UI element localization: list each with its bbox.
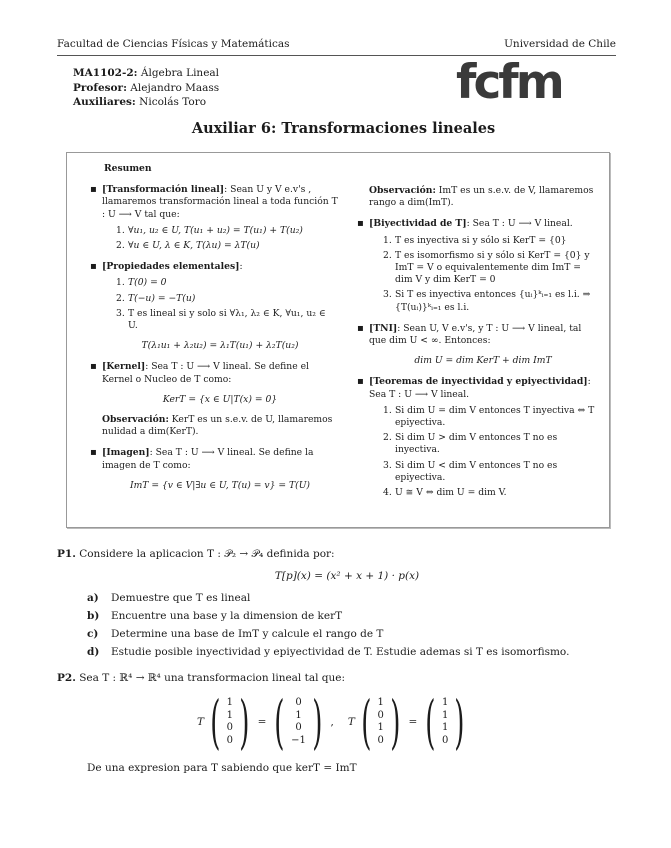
fcfm-logo-text: fcfm xyxy=(456,55,562,110)
p1-label: P1. xyxy=(57,548,76,560)
p2-text: Sea T : ℝ⁴ → ℝ⁴ una transformacion lineal tal que: xyxy=(79,672,346,684)
teo-label: [Teoremas de inyectividad y epiyectividad] xyxy=(369,376,588,388)
tl-item: ∀u₁, u₂ ∈ U, T(u₁ + u₂) = T(u₁) + T(u₂) xyxy=(128,224,303,236)
obs2-label: Observación: xyxy=(369,185,436,196)
vector-entry: 0 xyxy=(377,734,384,746)
p1-item-text: Determine una base de ImT y calcule el rango de T xyxy=(111,628,384,640)
teo-item: Si dim U < dim V entonces T no es epiyectiva. xyxy=(395,459,558,483)
summary-left-column xyxy=(90,163,338,500)
vector-entry: 1 xyxy=(441,709,449,721)
kernel-label: [Kernel] xyxy=(102,361,146,373)
p1-item-letter: d) xyxy=(87,646,100,658)
p1-text: Considere la aplicacion T : 𝒫₂ → 𝒫₄ definida por: xyxy=(79,548,335,560)
props-item: T(0) = 0 xyxy=(128,277,167,289)
props-item: T(−u) = −T(u) xyxy=(128,292,196,304)
vector-entry: 0 xyxy=(295,697,302,708)
page-title: Auxiliar 6: Transformaciones lineales xyxy=(191,120,496,137)
problem-2 xyxy=(57,671,617,775)
teo-item: Si dim U = dim V entonces T inyectiva ⇔ T epiyectiva. xyxy=(395,404,595,429)
p1-item-letter: a) xyxy=(87,592,99,604)
kernel-text: : Sea T : U ⟶ V lineal. Se define el Kernel o Nucleo de T como: xyxy=(102,361,309,385)
tni-text: : Sean U, V e.v's, y T : U ⟶ V lineal, tal que dim U < ∞. Entonces: xyxy=(369,322,582,347)
biy-text: : Sea T : U ⟶ V lineal. xyxy=(466,218,573,230)
vector-entry: 0 xyxy=(295,722,302,733)
tni-block xyxy=(357,323,597,368)
p2-matrix-equations xyxy=(51,688,617,756)
tl-label: [Transformación lineal] xyxy=(102,184,225,196)
professor-label: Profesor: xyxy=(73,81,127,94)
teo-item: U ≅ V ⇔ dim U = dim V. xyxy=(395,487,507,499)
kernel-display: KerT = {x ∈ U|T(x) = 0} xyxy=(162,393,278,405)
vector-v2: ( 1 0 1 0 ) xyxy=(361,688,401,756)
vector-entry: −1 xyxy=(291,734,306,746)
auxiliary-label: Auxiliares: xyxy=(73,96,136,108)
image-block xyxy=(90,447,338,492)
vector-w1: ( 0 1 0 −1 ) xyxy=(274,688,323,756)
biy-item: T es isomorfismo si y sólo si KerT = {0} y ImT = V o equivalentemente dim ImT = dim V y dim KerT = 0 xyxy=(395,249,590,286)
teo-block: ▪ [Teoremas de inyectividad y epiyectividad]: Sea T : U ⟶ V lineal. 1. Si dim U = dim V entonces T inyectiva ⇔ T epiyectiva. 2. Si dim U > dim V entonces T no es inyectiva. 3. Si dim U < dim V entonces T no es epiyectiva. 4. U ≅ V ⇔ dim U = dim V. xyxy=(357,376,597,499)
vector-entry: 0 xyxy=(226,722,234,733)
equals-sign: = xyxy=(408,716,418,728)
obs2-block xyxy=(357,185,597,209)
vector-entry: 1 xyxy=(226,709,234,721)
header-university: Universidad de Chile xyxy=(504,38,616,50)
p1-item-letter: c) xyxy=(87,628,99,640)
p2-T-symbol: T xyxy=(197,716,205,728)
tl-item: ∀u ∈ U, λ ∈ K, T(λu) = λT(u) xyxy=(128,240,260,252)
biy-block: ▪ [Biyectividad de T]: Sea T : U ⟶ V lineal. 1. T es inyectiva si y sólo si KerT = {0} 2. T es isomorfismo si y sólo si KerT = {0} y ImT = V o equivalentemente dim ImT = dim V y dim KerT = 0 3. Si T es inyectiva entonces {uᵢ}ᵏᵢ₌₁ es l.i. ⇒ {T(uᵢ)}ᵏᵢ₌₁ es l.i. xyxy=(357,218,597,313)
props-label: [Propiedades elementales] xyxy=(102,261,240,273)
fcfm-logo xyxy=(456,55,562,110)
vector-entry: 1 xyxy=(441,722,449,733)
vector-entry: 1 xyxy=(226,697,234,708)
biy-item: T es inyectiva si y sólo si KerT = {0} xyxy=(395,234,567,246)
p1-item-text: Demuestre que T es lineal xyxy=(111,592,251,604)
course-info xyxy=(73,66,219,110)
vector-entry: 0 xyxy=(226,734,234,746)
vector-entry: 1 xyxy=(295,709,302,721)
props-block: ▪ [Propiedades elementales]: 1. T(0) = 0 2. T(−u) = −T(u) 3. T es lineal si y solo si ∀λ₁, λ₂ ∈ K, ∀u₁, u₂ ∈ U. T(λ₁u₁ + λ₂u₂) = λ₁T(u₁) + λ₂T(u₂) xyxy=(90,261,338,352)
image-label: [Imagen] xyxy=(102,447,150,459)
summary-box xyxy=(66,152,610,528)
problem-1 xyxy=(57,547,617,663)
vector-entry: 0 xyxy=(441,734,449,746)
kernel-obs-label: Observación: xyxy=(102,414,169,426)
biy-item: Si T es inyectiva entonces {uᵢ}ᵏᵢ₌₁ es l.i. ⇒ {T(uᵢ)}ᵏᵢ₌₁ es l.i. xyxy=(395,289,591,313)
summary-heading: Resumen xyxy=(104,163,152,174)
course-code-value: Álgebra Lineal xyxy=(140,67,220,79)
kernel-obs-text: KerT es un s.e.v. de U, llamaremos nulidad a dim(KerT). xyxy=(102,414,333,438)
header-faculty: Facultad de Ciencias Físicas y Matemáticas xyxy=(57,38,290,50)
vector-entry: 1 xyxy=(377,722,384,733)
props-item: T es lineal si y solo si ∀λ₁, λ₂ ∈ K, ∀u₁, u₂ ∈ U. xyxy=(128,307,326,332)
props-colon: : xyxy=(239,261,243,273)
auxiliary-value: Nicolás Toro xyxy=(139,96,207,108)
comma: , xyxy=(330,716,334,728)
equals-sign: = xyxy=(257,716,267,728)
tl-text: : Sean U y V e.v's , llamaremos transformación lineal a toda función T : U ⟶ V tal que: xyxy=(102,184,338,220)
p1-display: T[p](x) = (x² + x + 1) · p(x) xyxy=(274,570,420,582)
p2-label: P2. xyxy=(57,672,76,684)
teo-text: : Sea T : U ⟶ V lineal. xyxy=(369,376,591,400)
obs2-text: ImT es un s.e.v. de V, llamaremos rango a dim(ImT). xyxy=(369,185,594,209)
p1-item-letter: b) xyxy=(87,610,100,622)
p1-item-text: Estudie posible inyectividad y epiyectividad de T. Estudie ademas si T es isomorfismo. xyxy=(111,646,570,658)
vector-w2: ( 1 1 1 0 ) xyxy=(425,688,465,756)
kernel-block xyxy=(90,361,338,438)
teo-item: Si dim U > dim V entonces T no es inyectiva. xyxy=(395,432,558,456)
tl-block: ▪ [Transformación lineal]: Sean U y V e.v's , llamaremos transformación lineal a toda función T : U ⟶ V tal que: 1. ∀u₁, u₂ ∈ U, T(u₁ + u₂) = T(u₁) + T(u₂) 2. ∀u ∈ U, λ ∈ K, T(λu) = λT(u) xyxy=(90,184,338,252)
summary-right-column xyxy=(357,185,597,502)
biy-label: [Biyectividad de T] xyxy=(369,218,467,230)
image-text: : Sea T : U ⟶ V lineal. Se define la imagen de T como: xyxy=(102,447,314,471)
p2-footer: De una expresion para T sabiendo que kerT = ImT xyxy=(87,762,357,774)
vector-entry: 0 xyxy=(377,709,384,721)
image-display: ImT = {v ∈ V|∃u ∈ U, T(u) = v} = T(U) xyxy=(129,479,311,491)
vector-entry: 1 xyxy=(377,697,384,708)
vector-v1: ( 1 1 0 0 ) xyxy=(210,688,250,756)
course-code-label: MA1102-2: xyxy=(73,67,138,79)
p1-item-text: Encuentre una base y la dimension de kerT xyxy=(111,610,343,622)
professor-value: Alejandro Maass xyxy=(130,81,220,94)
props-display: T(λ₁u₁ + λ₂u₂) = λ₁T(u₁) + λ₂T(u₂) xyxy=(141,340,299,352)
tni-label: [TNI] xyxy=(369,322,398,334)
p2-T-symbol: T xyxy=(347,716,355,728)
vector-entry: 1 xyxy=(441,697,449,708)
tni-display: dim U = dim KerT + dim ImT xyxy=(414,355,552,367)
